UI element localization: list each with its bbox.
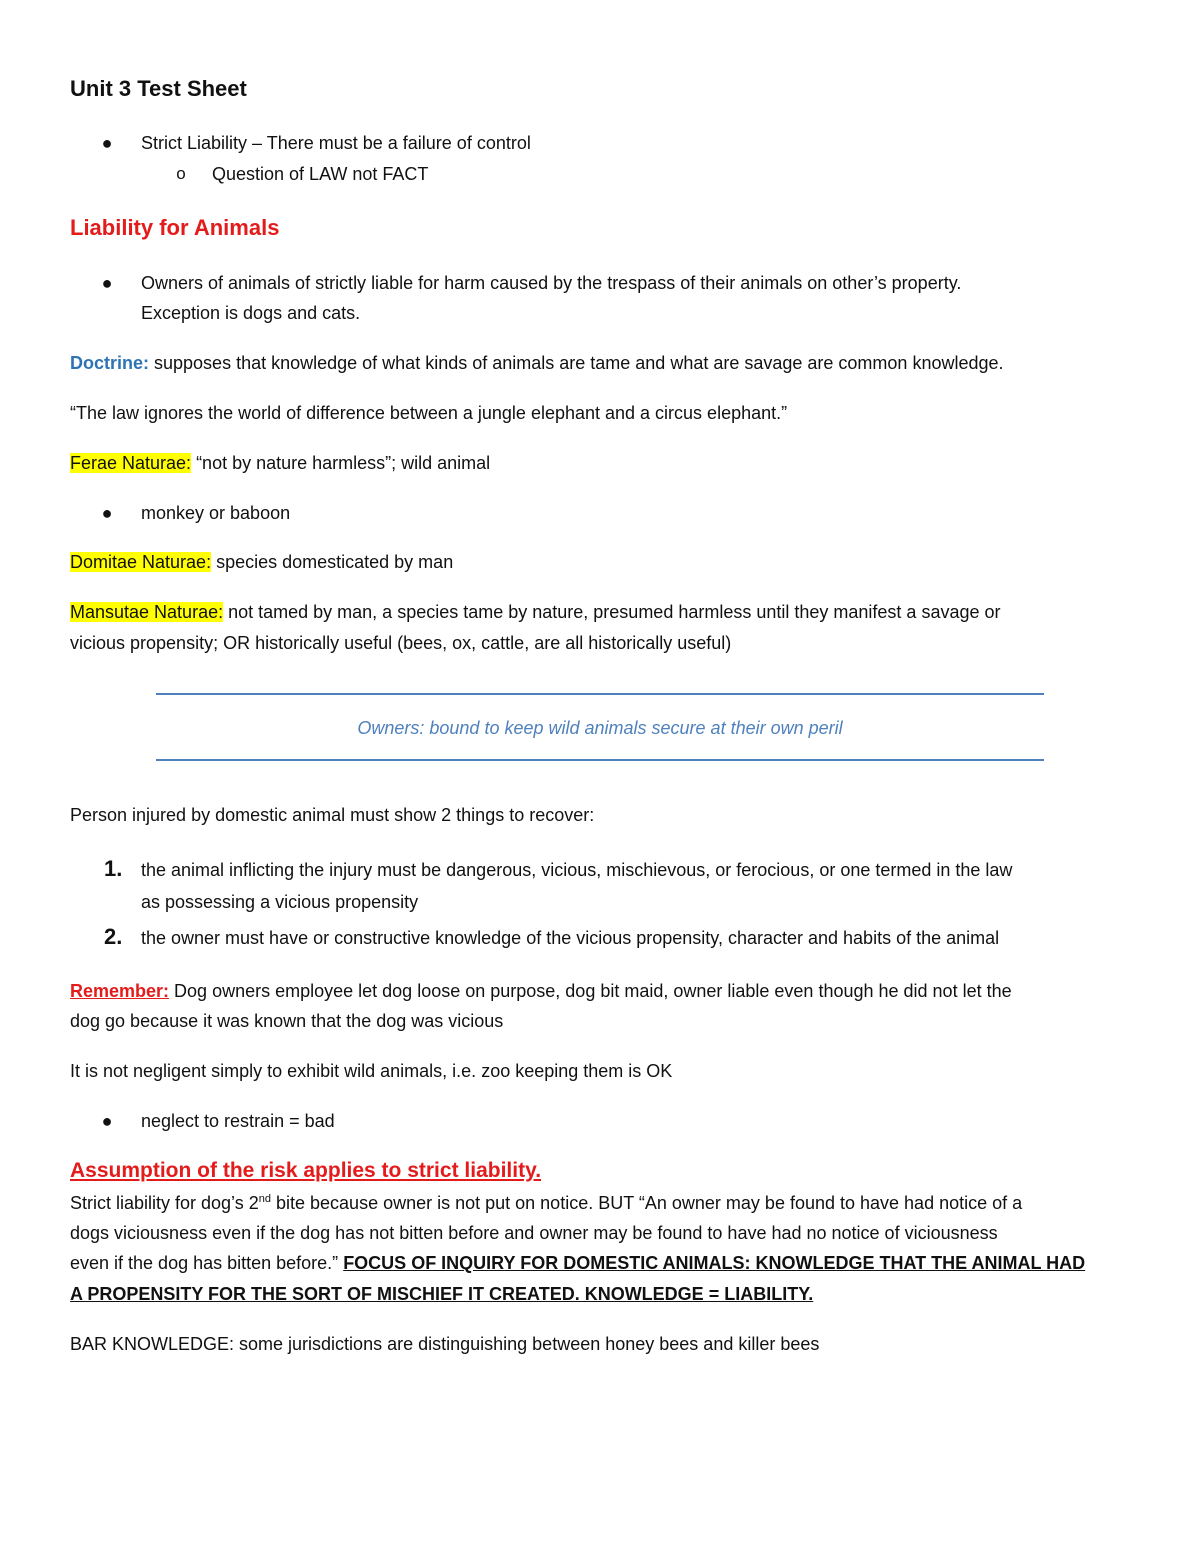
strict-para-line1-end: bite because owner is not put on notice. BUT “An owner may be found to have had notice of a bbox=[271, 1193, 1023, 1213]
strict-para-line3-start: even if the dog has bitten before.” bbox=[70, 1253, 344, 1273]
doctrine-label: Doctrine: bbox=[70, 353, 150, 373]
assumption-of-risk-heading: Assumption of the risk applies to strict liability. bbox=[70, 1159, 542, 1182]
domitae-naturae-text: species domesticated by man bbox=[211, 552, 454, 572]
bullet-dot-icon: ● bbox=[101, 273, 113, 293]
owners-bullet-line2: Exception is dogs and cats. bbox=[141, 303, 361, 323]
remember-line2: dog go because it was known that the dog was vicious bbox=[70, 1011, 504, 1031]
page-title: Unit 3 Test Sheet bbox=[70, 76, 247, 101]
strict-para-line4: A PROPENSITY FOR THE SORT OF MISCHIEF IT CREATED. KNOWLEDGE = LIABILITY. bbox=[70, 1284, 814, 1304]
list-number: 2. bbox=[104, 924, 123, 949]
quote-top-rule bbox=[156, 693, 1044, 695]
mansutae-naturae-label: Mansutae Naturae: bbox=[70, 602, 224, 622]
ferae-naturae-text: “not by nature harmless”; wild animal bbox=[191, 453, 491, 473]
strict-para-line2: dogs viciousness even if the dog has not bitten before and owner may be found to have had no notice of viciousness bbox=[70, 1223, 998, 1243]
remember-label: Remember: bbox=[70, 981, 170, 1001]
ferae-naturae-paragraph bbox=[70, 448, 1130, 478]
doctrine-paragraph bbox=[70, 348, 1130, 378]
domitae-naturae-paragraph bbox=[70, 547, 1130, 577]
liability-for-animals-heading: Liability for Animals bbox=[70, 215, 280, 240]
mansutae-naturae-line2: vicious propensity; OR historically useful (bees, ox, cattle, are all historically useful) bbox=[70, 633, 732, 653]
bullet-circle-icon: o bbox=[176, 164, 186, 183]
monkey-bullet: monkey or baboon bbox=[141, 503, 291, 523]
strict-para-line3 bbox=[70, 1248, 1130, 1278]
question-of-law-subbullet: Question of LAW not FACT bbox=[212, 164, 429, 184]
bullet-dot-icon: ● bbox=[101, 503, 113, 523]
ordinal-superscript: nd bbox=[258, 1193, 271, 1205]
mansutae-naturae-line1 bbox=[70, 597, 1130, 627]
bar-knowledge-paragraph: BAR KNOWLEDGE: some jurisdictions are distinguishing between honey bees and killer bees bbox=[70, 1334, 820, 1354]
owners-bullet-line1: Owners of animals of strictly liable for harm caused by the trespass of their animals on other’s property. bbox=[141, 273, 962, 293]
remember-line1 bbox=[70, 976, 1130, 1006]
quote-bottom-rule bbox=[156, 759, 1044, 761]
numbered-item-1-line1: the animal inflicting the injury must be dangerous, vicious, mischievous, or ferocious, or one termed in the law bbox=[141, 860, 1013, 880]
domestic-animal-intro: Person injured by domestic animal must show 2 things to recover: bbox=[70, 805, 595, 825]
zoo-paragraph: It is not negligent simply to exhibit wild animals, i.e. zoo keeping them is OK bbox=[70, 1061, 673, 1081]
bullet-dot-icon: ● bbox=[101, 1111, 113, 1131]
elephant-quote: “The law ignores the world of difference between a jungle elephant and a circus elephant.” bbox=[70, 403, 788, 423]
focus-of-inquiry-text: FOCUS OF INQUIRY FOR DOMESTIC ANIMALS: KNOWLEDGE THAT THE ANIMAL HAD bbox=[343, 1253, 1086, 1273]
mansutae-naturae-text: not tamed by man, a species tame by nature, presumed harmless until they manifest a savage or bbox=[223, 602, 1001, 622]
doctrine-text: supposes that knowledge of what kinds of animals are tame and what are savage are common knowledge. bbox=[149, 353, 1004, 373]
numbered-item-2: the owner must have or constructive knowledge of the vicious propensity, character and habits of the animal bbox=[141, 928, 1000, 948]
remember-text: Dog owners employee let dog loose on purpose, dog bit maid, owner liable even though he did not let the bbox=[169, 981, 1012, 1001]
domitae-naturae-label: Domitae Naturae: bbox=[70, 552, 212, 572]
ferae-naturae-label: Ferae Naturae: bbox=[70, 453, 192, 473]
numbered-item-1-line2: as possessing a vicious propensity bbox=[141, 892, 419, 912]
owners-peril-quote: Owners: bound to keep wild animals secure at their own peril bbox=[357, 718, 843, 738]
strict-liability-bullet: Strict Liability – There must be a failure of control bbox=[141, 133, 531, 153]
strict-para-line1-start: Strict liability for dog’s 2 bbox=[70, 1193, 259, 1213]
bullet-dot-icon: ● bbox=[101, 133, 113, 153]
neglect-bullet: neglect to restrain = bad bbox=[141, 1111, 335, 1131]
strict-para-line1 bbox=[70, 1188, 1130, 1218]
list-number: 1. bbox=[104, 856, 123, 881]
